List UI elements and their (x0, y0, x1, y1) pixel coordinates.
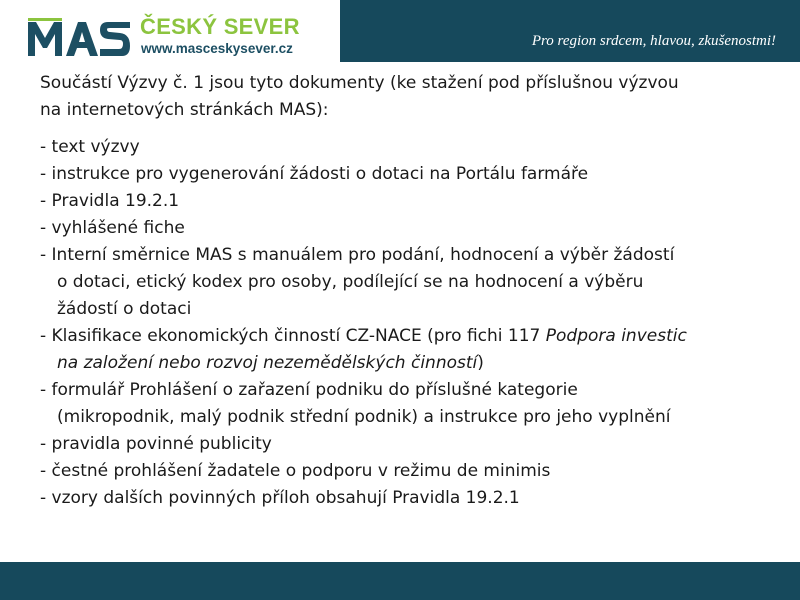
intro-paragraph (40, 70, 780, 124)
list-item: - vyhlášené fiche (40, 218, 185, 238)
tagline: Pro region srdcem, hlavou, zkušenostmi! (531, 33, 776, 49)
list-item-line: (mikropodnik, malý podnik střední podnik) a instrukce pro jeho vyplnění (57, 407, 671, 427)
list-item: - Pravidla 19.2.1 (40, 191, 180, 211)
list-item-line (40, 323, 780, 350)
list-item (40, 242, 780, 323)
list-item-italic: Podpora investic (545, 326, 687, 346)
brand-url[interactable]: www.masceskysever.cz (141, 41, 293, 56)
header (0, 0, 800, 62)
list-item: - instrukce pro vygenerování žádosti o dotaci na Portálu farmáře (40, 164, 589, 184)
logo-area (0, 0, 340, 62)
intro-line: na internetových stránkách MAS): (40, 100, 329, 120)
list-item-text: - Klasifikace ekonomických činností CZ-NACE (pro fichi 117 (40, 326, 546, 346)
list-item: - čestné prohlášení žadatele o podporu v režimu de minimis (40, 461, 551, 481)
footer-bar (0, 562, 800, 600)
list-item-text: ) (477, 353, 484, 373)
list-item-italic: na založení nebo rozvoj nezemědělských činností (57, 353, 478, 373)
list-item-line: žádostí o dotaci (57, 299, 192, 319)
header-banner (340, 0, 800, 62)
list-item-line: o dotaci, etický kodex pro osoby, podílející se na hodnocení a výběru (57, 272, 644, 292)
brand-name: ČESKÝ SEVER (140, 14, 300, 39)
list-item: - vzory dalších povinných příloh obsahují Pravidla 19.2.1 (40, 488, 520, 508)
intro-line: Součástí Výzvy č. 1 jsou tyto dokumenty (ke stažení pod příslušnou výzvou (40, 73, 679, 93)
document-body (40, 70, 780, 512)
list-item (40, 323, 780, 377)
list-item-line: - formulář Prohlášení o zařazení podniku do příslušné kategorie (40, 380, 578, 400)
list-item-line: - Interní směrnice MAS s manuálem pro podání, hodnocení a výběr žádostí (40, 245, 675, 265)
mas-logo-mark (26, 18, 132, 58)
document-list (40, 134, 780, 512)
list-item (40, 377, 780, 431)
list-item-line (40, 350, 780, 377)
list-item: - pravidla povinné publicity (40, 434, 272, 454)
list-item: - text výzvy (40, 137, 140, 157)
